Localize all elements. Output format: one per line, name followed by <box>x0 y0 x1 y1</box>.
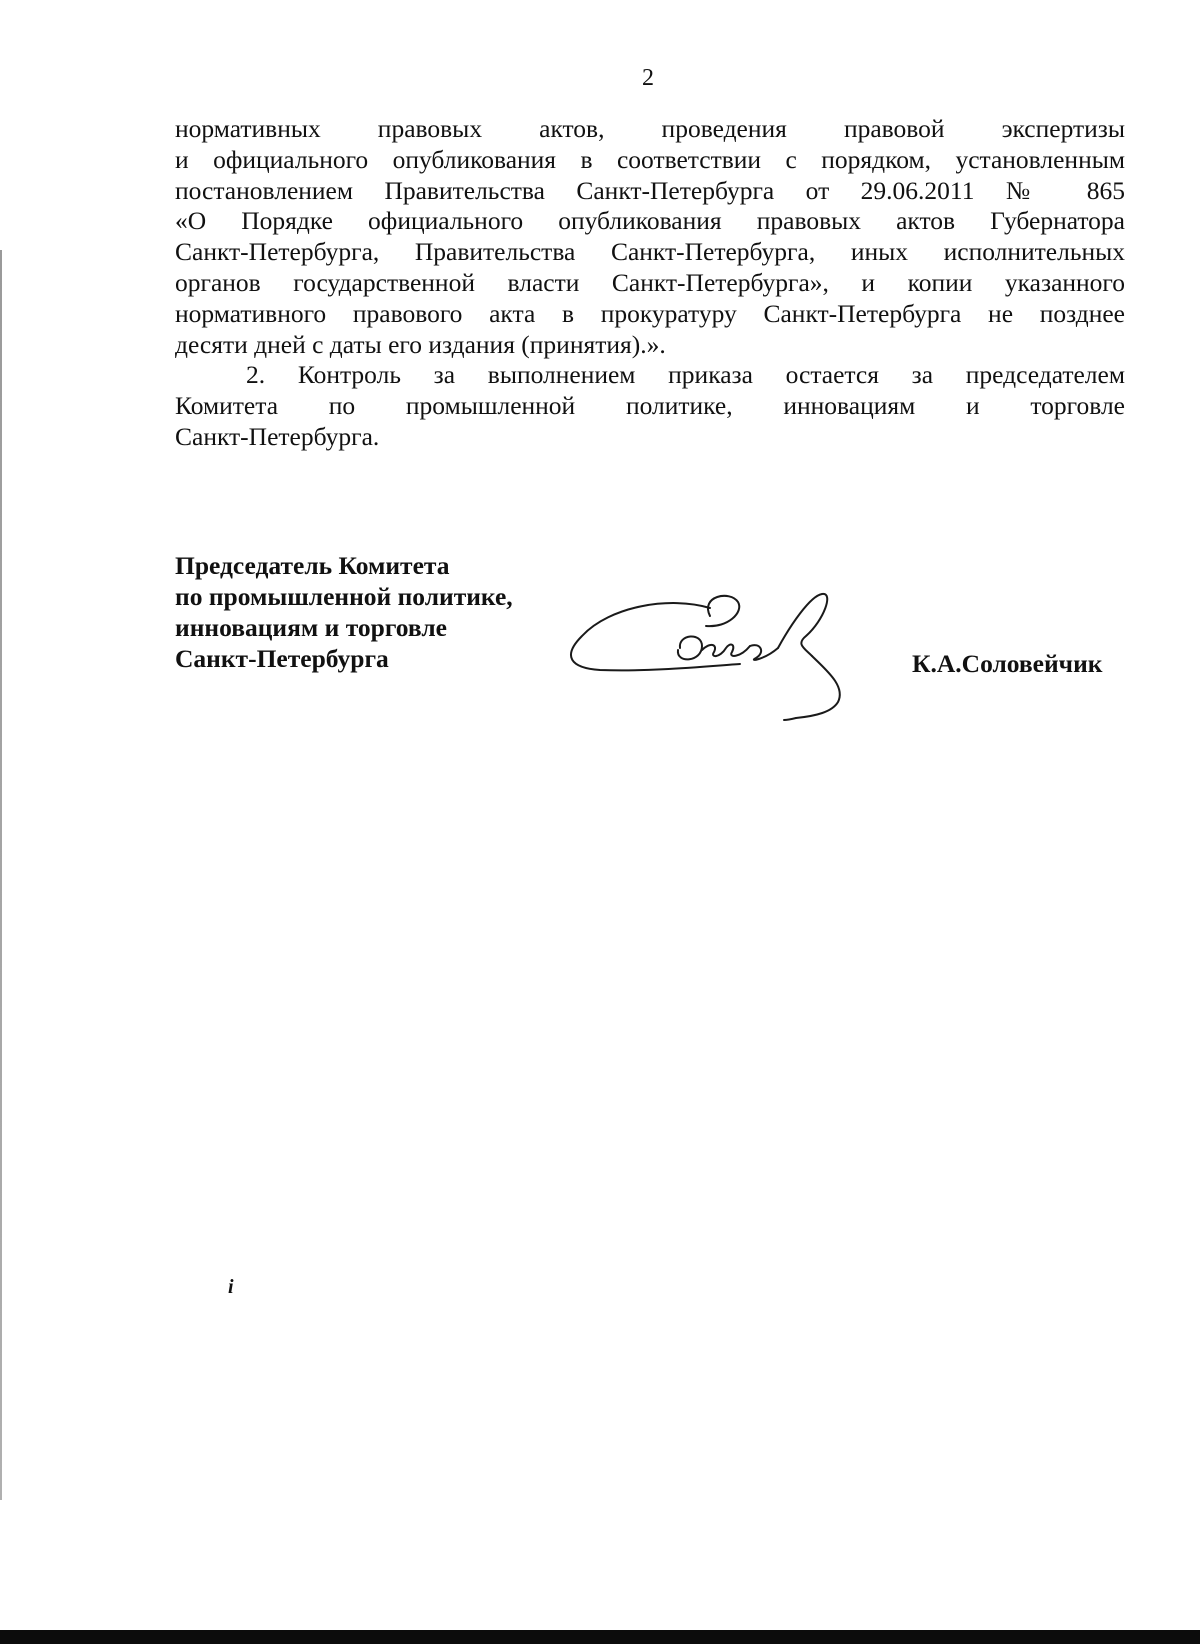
scan-left-edge <box>0 0 2 1644</box>
text-line: нормативных правовых актов, проведения правовой экспертизы <box>175 114 1125 143</box>
page-number: 2 <box>642 65 654 91</box>
text-line: органов государственной власти Санкт-Петербурга», и копии указанного <box>175 267 1125 297</box>
document-body <box>175 114 1125 453</box>
position-line: Санкт-Петербурга <box>175 644 389 673</box>
handwritten-signature <box>560 586 900 746</box>
text-line: десяти дней с даты его издания (принятия).». <box>175 329 666 359</box>
signatory-position <box>175 550 513 674</box>
text-line: Комитета по промышленной политике, инновациям и торговле <box>175 391 1125 421</box>
text-line: и официального опубликования в соответствии с порядком, установленным <box>175 144 1125 174</box>
text-line: Санкт-Петербурга, Правительства Санкт-Петербурга, иных исполнительных <box>175 237 1125 267</box>
paragraph-1 <box>175 114 1125 360</box>
text-line: постановлением Правительства Санкт-Петербурга от 29.06.2011 № 865 <box>175 175 1125 205</box>
stray-mark: i <box>228 1276 234 1298</box>
text-line: 2. Контроль за выполнением приказа остается за председателем <box>246 360 1125 390</box>
position-line: Председатель Комитета <box>175 551 450 580</box>
text-line: нормативного правового акта в прокуратуру Санкт-Петербурга не позднее <box>175 298 1125 328</box>
scan-bottom-edge <box>0 1630 1200 1644</box>
position-line: инновациям и торговле <box>175 613 447 642</box>
position-line: по промышленной политике, <box>175 582 513 611</box>
signer-name: К.А.Соловейчик <box>912 649 1103 678</box>
paragraph-2 <box>175 360 1125 452</box>
text-line: Санкт-Петербурга. <box>175 421 380 451</box>
text-line: «О Порядке официального опубликования правовых актов Губернатора <box>175 206 1125 236</box>
